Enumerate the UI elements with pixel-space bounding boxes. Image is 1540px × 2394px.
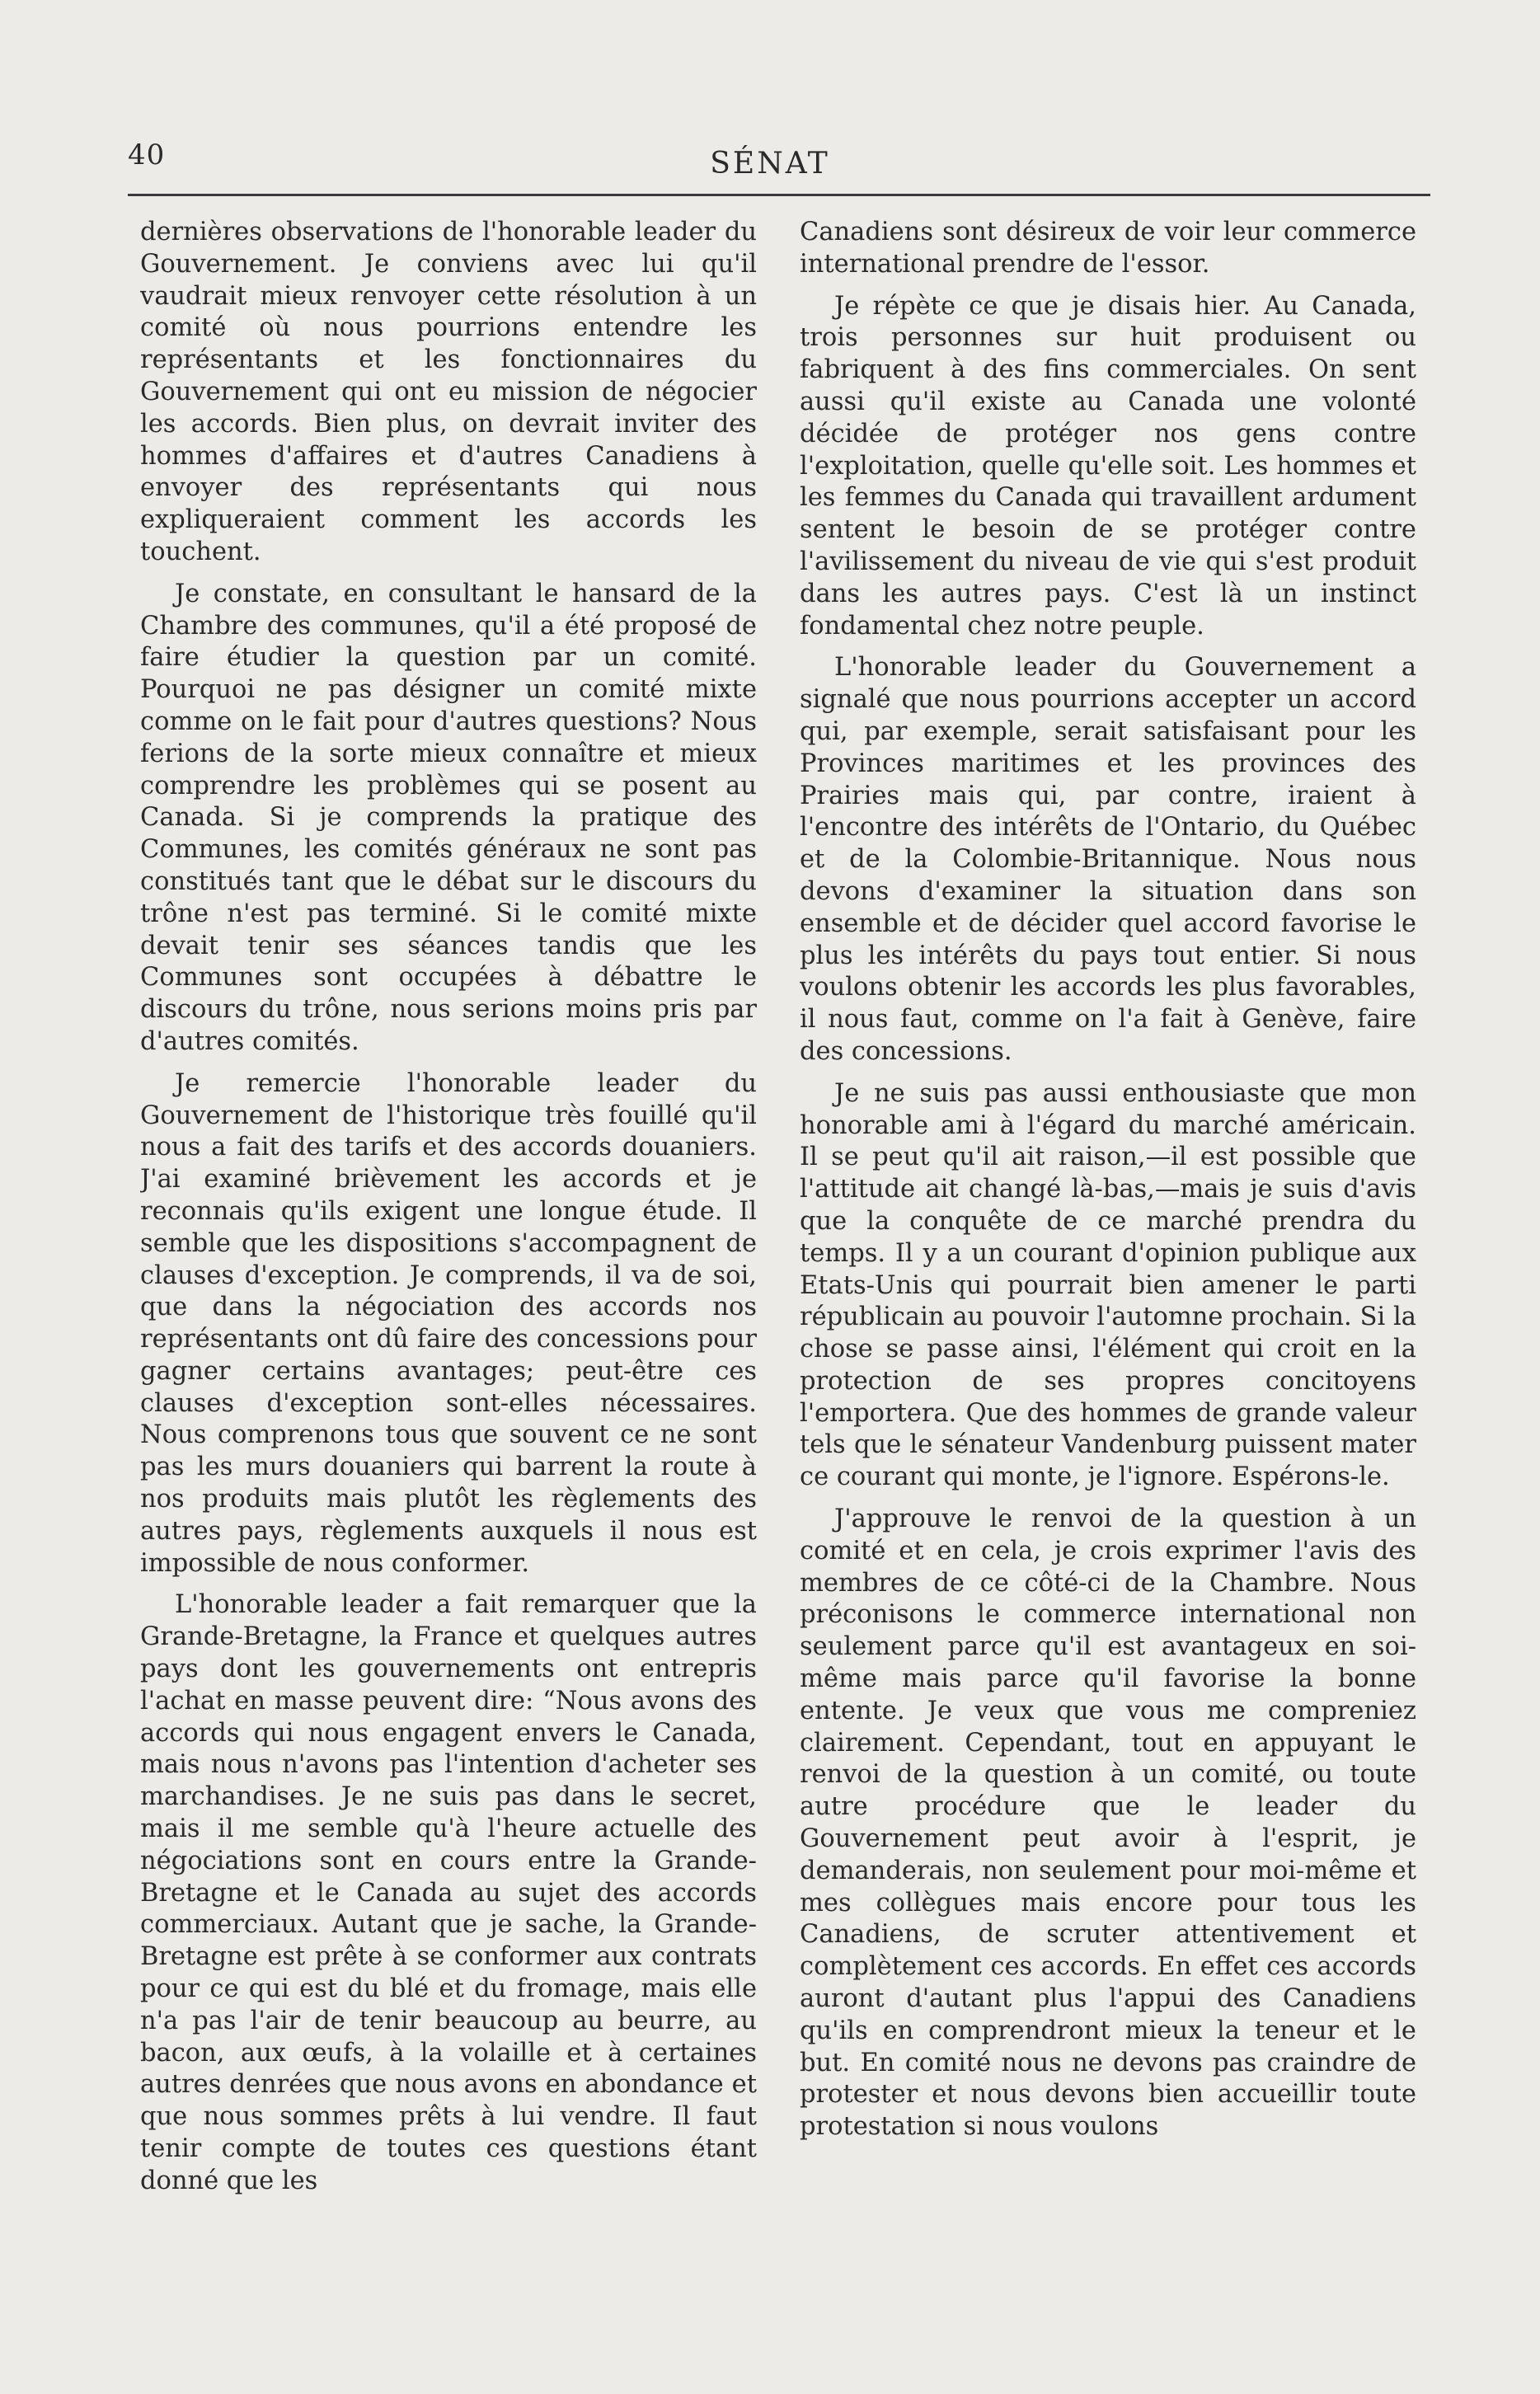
running-head: SÉNAT [710, 147, 830, 181]
paragraph: L'honorable leader du Gouvernement a signalé que nous pourrions accepter un accord qui, par exemple, serait satisfaisant pour les Provinces maritimes et les provinces des Prairies mais qui, par contre, iraient à l'encontre des intérêts de l'Ontario, du Québec et de la Colombie-Britannique. Nous nous devons d'examiner la situation dans son ensemble et de décider quel accord favorise le plus les intérêts du pays tout entier. Si nous voulons obtenir les accords les plus favorables, il nous faut, comme on l'a fait à Genève, faire des concessions. [800, 653, 1416, 1066]
page-number: 40 [128, 138, 166, 171]
paragraph: Je remercie l'honorable leader du Gouvernement de l'historique très fouillé qu'il nous a fait des tarifs et des accords douaniers. J'ai examiné brièvement les accords et je reconnais qu'ils exigent une longue étude. Il semble que les dispositions s'accompagnent de clauses d'exception. Je comprends, il va de soi, que dans la négociation des accords nos représentants ont dû faire des concessions pour gagner certains avantages; peut-être ces clauses d'exception sont-elles nécessaires. Nous comprenons tous que souvent ce ne sont pas les murs douaniers qui barrent la route à nos produits mais plutôt les règlements des autres pays, règlements auxquels il nous est impossible de nous conformer. [140, 1068, 757, 1578]
header-rule [128, 194, 1430, 196]
paragraph: dernières observations de l'honorable leader du Gouvernement. Je conviens avec lui qu'il vaudrait mieux renvoyer cette résolution à un comité où nous pourrions entendre les représentants et les fonctionnaires du Gouvernement qui ont eu mission de négocier les accords. Bien plus, on devrait inviter des hommes d'affaires et d'autres Canadiens à envoyer des représentants qui nous expliqueraient comment les accords les touchent. [140, 218, 757, 566]
paragraph: Je répète ce que je disais hier. Au Canada, trois personnes sur huit produisent ou fabriquent à des fins commerciales. On sent aussi qu'il existe au Canada une volonté décidée de protéger nos gens contre l'exploitation, quelle qu'elle soit. Les hommes et les femmes du Canada qui travaillent ardument sentent le besoin de se protéger contre l'avilissement du niveau de vie qui s'est produit dans les autres pays. C'est là un instinct fondamental chez notre peuple. [800, 291, 1416, 641]
paragraph: Je constate, en consultant le hansard de la Chambre des communes, qu'il a été proposé de faire étudier la question par un comité. Pourquoi ne pas désigner un comité mixte comme on le fait pour d'autres questions? Nous ferions de la sorte mieux connaître et mieux comprendre les problèmes qui se posent au Canada. Si je comprends la pratique des Communes, les comités généraux ne sont pas constitués tant que le débat sur le discours du trône n'est pas terminé. Si le comité mixte devait tenir ses séances tandis que les Communes sont occupées à débattre le discours du trône, nous serions moins pris par d'autres comités. [140, 579, 757, 1056]
left-column [140, 217, 757, 2327]
paragraph: L'honorable leader a fait remarquer que la Grande-Bretagne, la France et quelques autres pays dont les gouvernements ont entrepris l'achat en masse peuvent dire: “Nous avons des accords qui nous engagent envers le Canada, mais nous n'avons pas l'intention d'acheter ses marchandises. Je ne suis pas dans le secret, mais il me semble qu'à l'heure actuelle des négociations sont en cours entre la Grande-Bretagne et le Canada au sujet des accords commerciaux. Autant que je sache, la Grande-Bretagne est prête à se conformer aux contrats pour ce qui est du blé et du fromage, mais elle n'a pas l'air de tenir beaucoup au beurre, au bacon, aux œufs, à la volaille et à certaines autres denrées que nous avons en abondance et que nous sommes prêts à lui vendre. Il faut tenir compte de toutes ces questions étant donné que les [140, 1590, 757, 2195]
paragraph: J'approuve le renvoi de la question à un comité et en cela, je crois exprimer l'avis des membres de ce côté-ci de la Chambre. Nous préconisons le commerce international non seulement parce qu'il est avantageux en soi-même mais parce qu'il favorise la bonne entente. Je veux que vous me compreniez clairement. Cependant, tout en appuyant le renvoi de la question à un comité, ou toute autre procédure que le leader du Gouvernement peut avoir à l'esprit, je demanderais, non seulement pour moi-même et mes collègues mais encore pour tous les Canadiens, de scruter attentivement et complètement ces accords. En effet ces accords auront d'autant plus l'appui des Canadiens qu'ils en comprendront mieux la teneur et le but. En comité nous ne devons pas craindre de protester et nous devons bien accueillir toute protestation si nous voulons [800, 1504, 1416, 2142]
right-column [800, 217, 1416, 2327]
paragraph: Je ne suis pas aussi enthousiaste que mon honorable ami à l'égard du marché américain. Il se peut qu'il ait raison,—il est possible que l'attitude ait changé là-bas,—mais je suis d'avis que la conquête de ce marché prendra du temps. Il y a un courant d'opinion publique aux Etats-Unis qui pourrait bien amener le parti républicain au pouvoir l'automne prochain. Si la chose se passe ainsi, l'élément qui croit en la protection de ses propres concitoyens l'emportera. Que des hommes de grande valeur tels que le sénateur Vandenburg puissent mater ce courant qui monte, je l'ignore. Espérons-le. [800, 1078, 1416, 1492]
paragraph: Canadiens sont désireux de voir leur commerce international prendre de l'essor. [800, 218, 1416, 279]
